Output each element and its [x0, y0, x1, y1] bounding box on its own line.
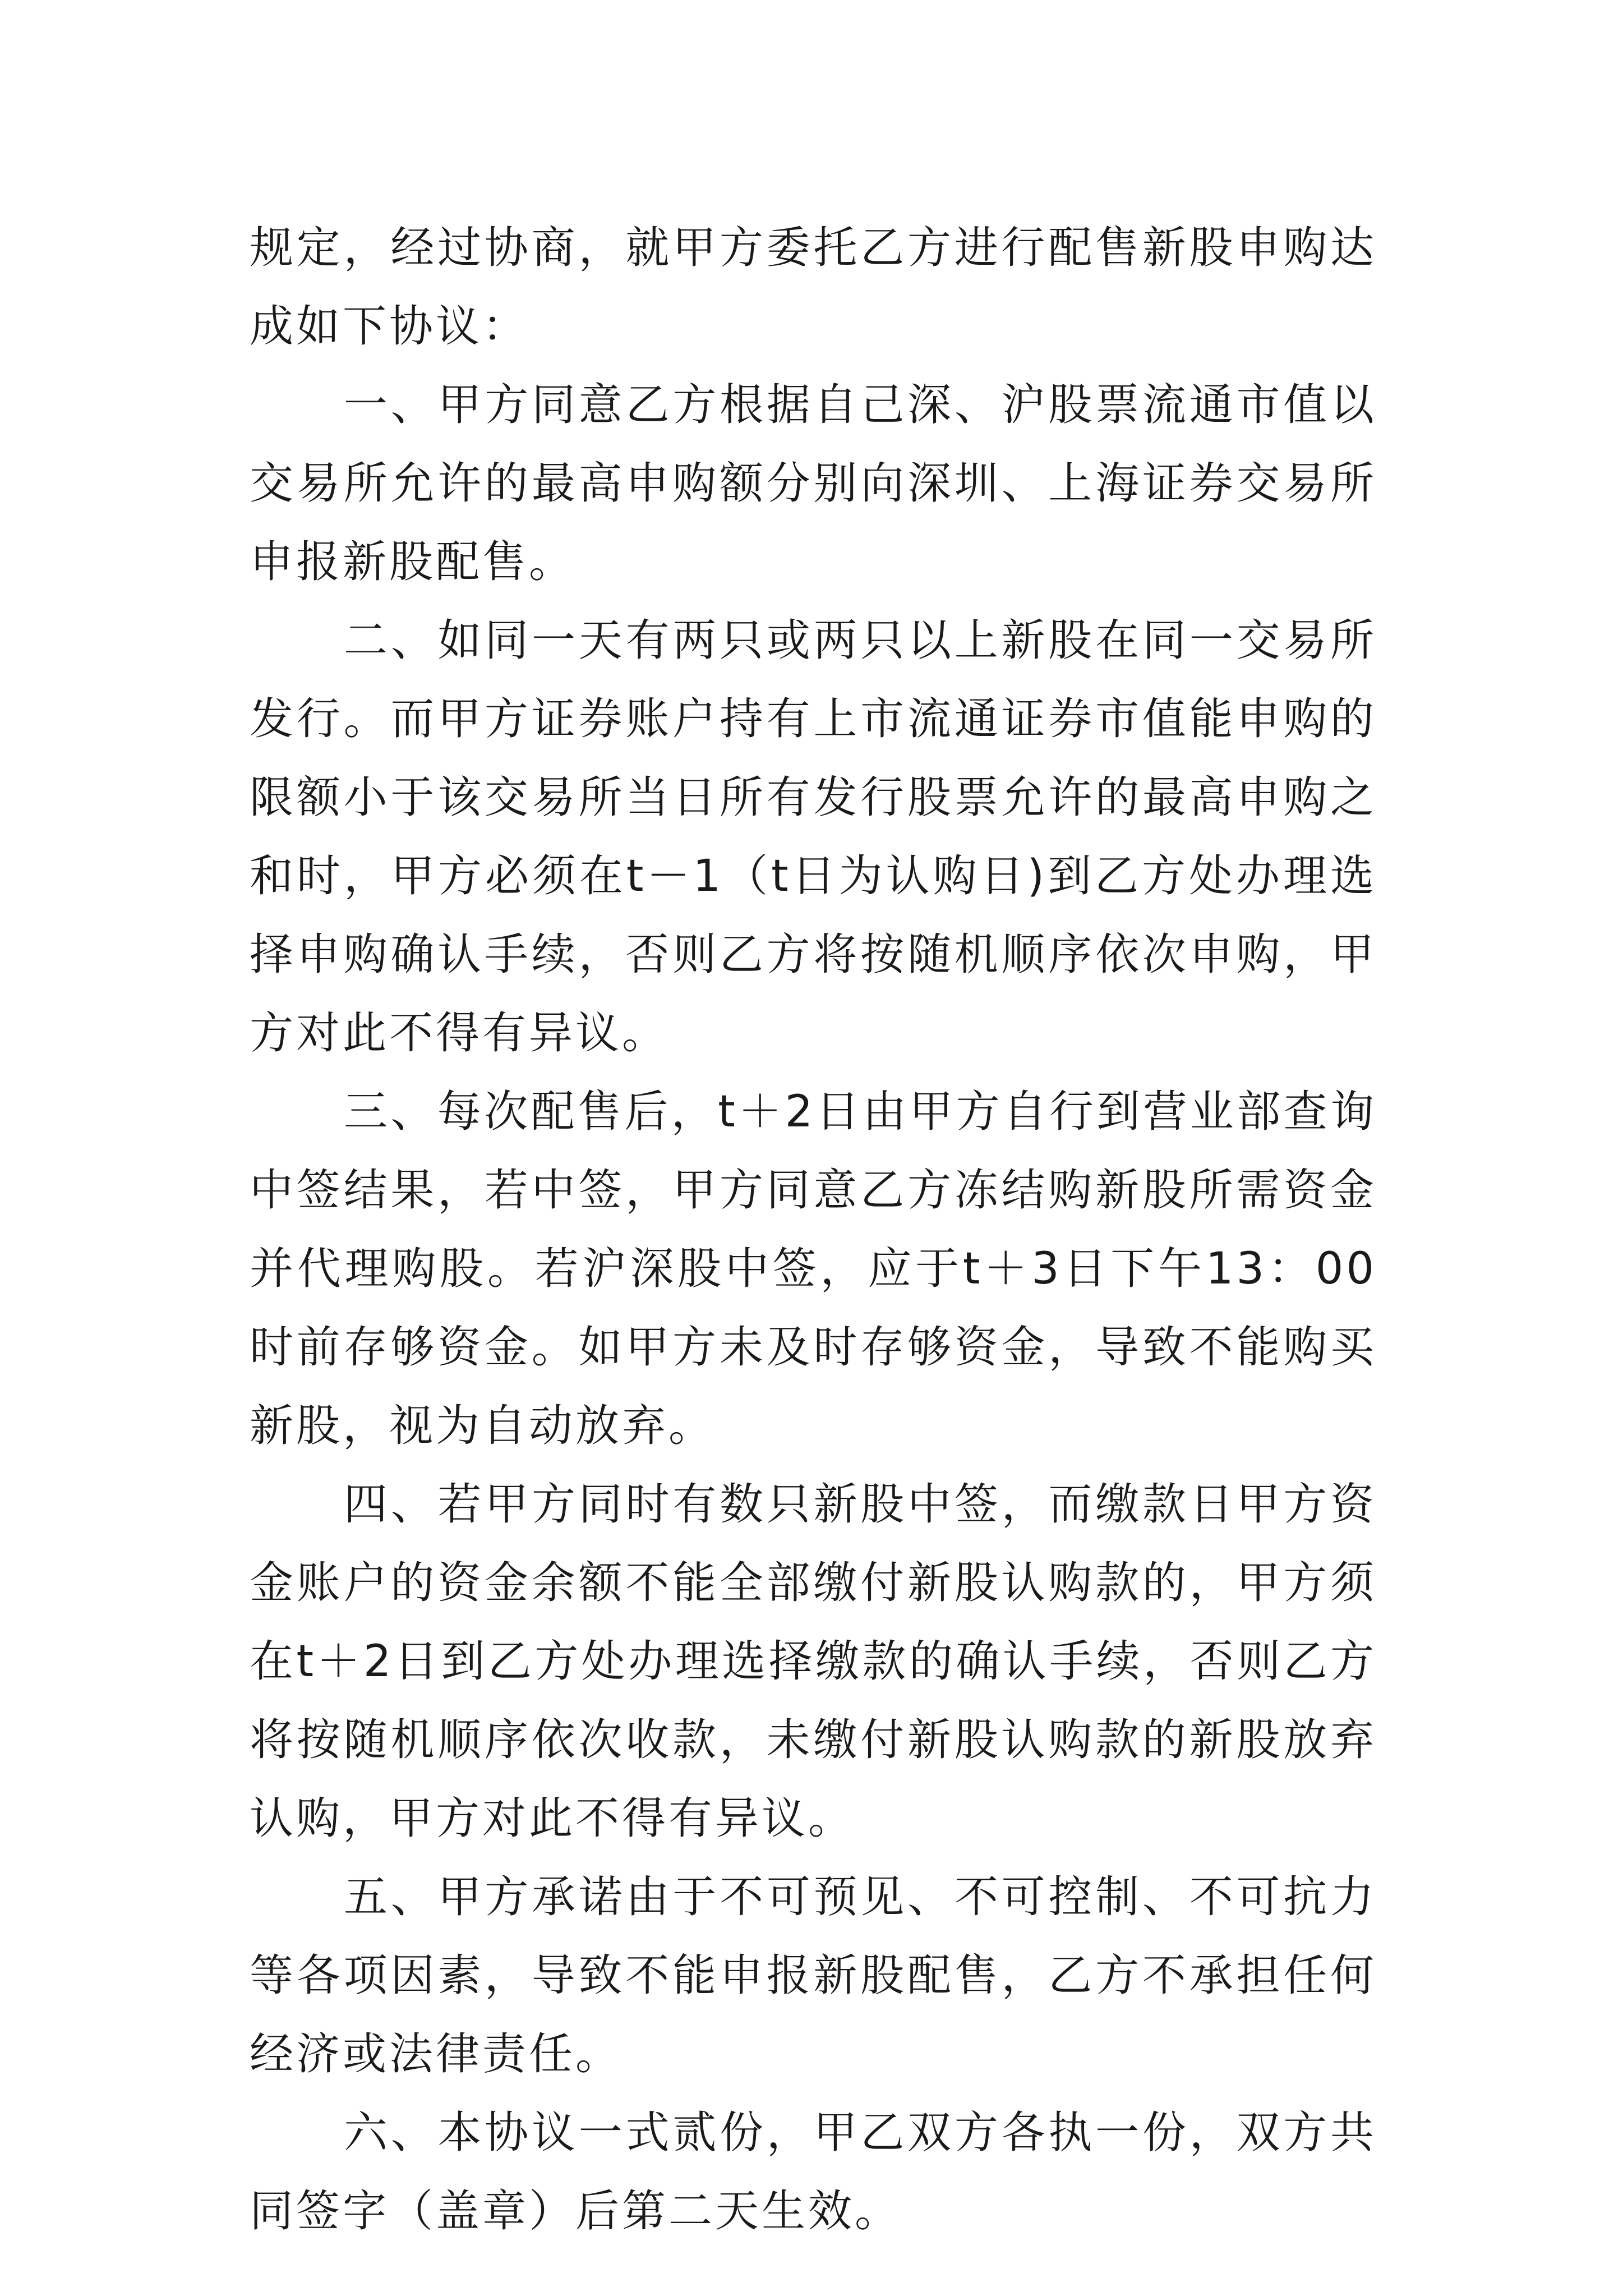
clause-6: 六、本协议一式贰份，甲乙双方各执一份，双方共同签字（盖章）后第二天生效。: [250, 2108, 1377, 2237]
clause-2: 二、如同一天有两只或两只以上新股在同一交易所发行。而甲方证券账户持有上市流通证券市值能申购的限额小于该交易所当日所有发行股票允许的最高申购之和时，甲方必须在t－1（t日为认购日)到乙方处办理选择申购确认手续，否则乙方将按随机顺序依次申购，甲方对此不得有异议。: [250, 615, 1377, 1059]
paragraph-continuation: 规定，经过协商，就甲方委托乙方进行配售新股申购达成如下协议：: [250, 223, 1377, 352]
clause-5: 五、甲方承诺由于不可预见、不可控制、不可抗力等各项因素，导致不能申报新股配售，乙方不承担任何经济或法律责任。: [250, 1872, 1377, 2079]
agreement-body: [250, 209, 1377, 2251]
clause-1: 一、甲方同意乙方根据自己深、沪股票流通市值以交易所允许的最高申购额分别向深圳、上海证券交易所申报新股配售。: [250, 380, 1377, 587]
clause-3: 三、每次配售后，t＋2日由甲方自行到营业部查询中签结果，若中签，甲方同意乙方冻结购新股所需资金并代理购股。若沪深股中签，应于t＋3日下午13：00时前存够资金。如甲方未及时存够资金，导致不能购买新股，视为自动放弃。: [250, 1087, 1377, 1451]
clause-4: 四、若甲方同时有数只新股中签，而缴款日甲方资金账户的资金余额不能全部缴付新股认购款的，甲方须在t＋2日到乙方处办理选择缴款的确认手续，否则乙方将按随机顺序依次收款，未缴付新股认购款的新股放弃认购，甲方对此不得有异议。: [250, 1479, 1377, 1844]
